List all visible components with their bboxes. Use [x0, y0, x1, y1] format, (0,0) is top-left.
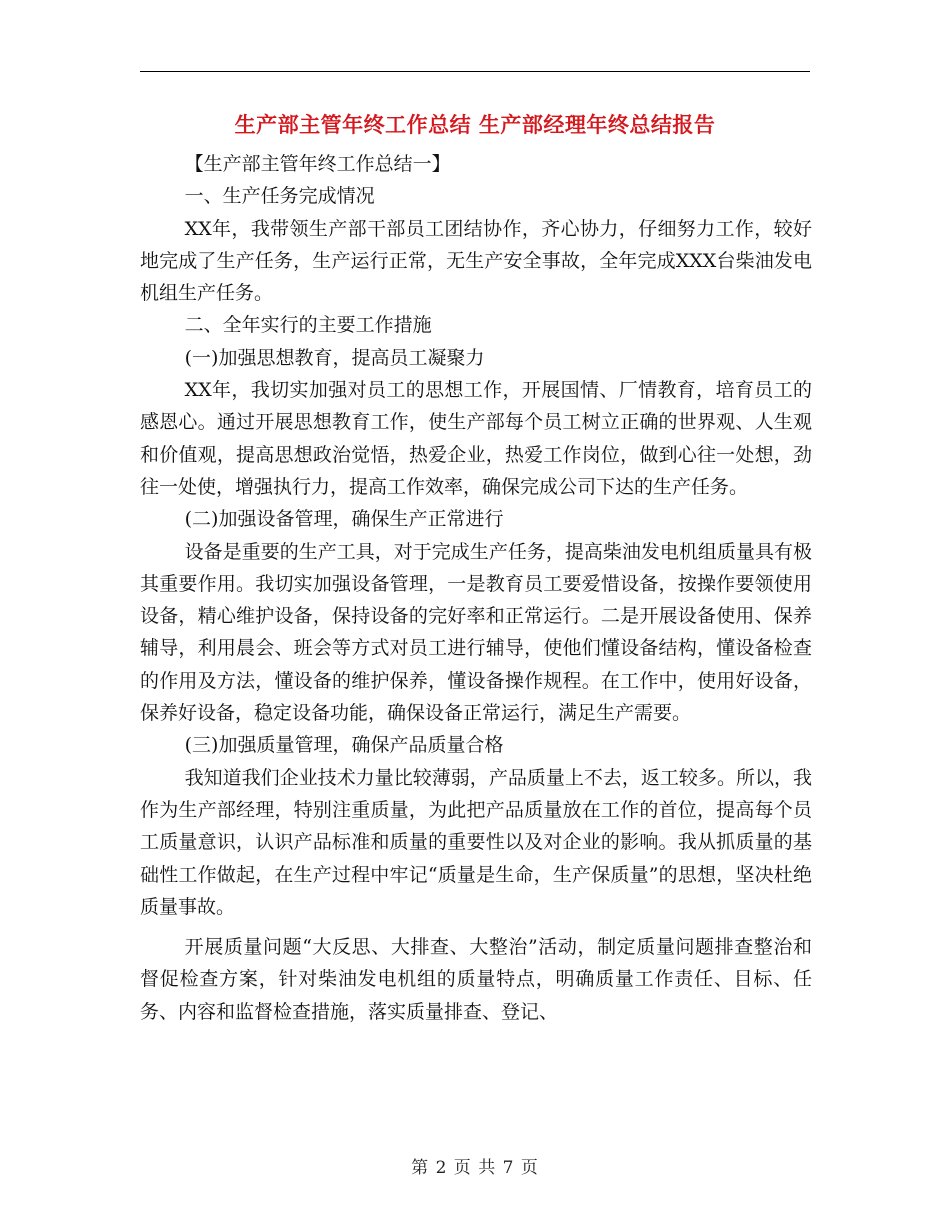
- document-body: [140, 148, 812, 1028]
- page-number: 第 2 页 共 7 页: [411, 1158, 539, 1178]
- subheading: (三)加强质量管理，确保产品质量合格: [184, 734, 504, 757]
- paragraph: 设备是重要的生产工具，对于完成生产任务，提高柴油发电机组质量具有极其重要作用。我切实加强设备管理，一是教育员工要爱惜设备，按操作要领使用设备，精心维护设备，保持设备的完好率和正常运行。二是开展设备使用、保养辅导，利用晨会、班会等方式对员工进行辅导，使他们懂设备结构，懂设备检查的作用及方法，懂设备的维护保养，懂设备操作规程。在工作中，使用好设备，保养好设备，稳定设备功能，确保设备正常运行，满足生产需要。: [140, 540, 812, 725]
- subheading: (一)加强思想教育，提高员工凝聚力: [184, 346, 485, 369]
- subheading: 一、生产任务完成情况: [184, 185, 375, 208]
- paragraph: 开展质量问题“大反思、大排查、大整治”活动，制定质量问题排查整治和督促检查方案，针对柴油发电机组的质量特点，明确质量工作责任、目标、任务、内容和监督检查措施，落实质量排查、登记、: [140, 936, 812, 1023]
- paragraph: XX年，我切实加强对员工的思想工作，开展国情、厂情教育，培育员工的感恩心。通过开展思想教育工作，使生产部每个员工树立正确的世界观、人生观和价值观，提高思想政治觉悟，热爱企业，热爱工作岗位，做到心往一处想，劲往一处使，增强执行力，提高工作效率，确保完成公司下达的生产任务。: [140, 379, 812, 498]
- subheading: (二)加强设备管理，确保生产正常进行: [184, 508, 504, 531]
- document-title: 生产部主管年终工作总结 生产部经理年终总结报告: [234, 112, 716, 137]
- paragraph: 我知道我们企业技术力量比较薄弱，产品质量上不去，返工较多。所以，我作为生产部经理，特别注重质量，为此把产品质量放在工作的首位，提高每个员工质量意识，认识产品标准和质量的重要性以及对企业的影响。我从抓质量的基础性工作做起，在生产过程中牢记“质量是生命，生产保质量”的思想，坚决杜绝质量事故。: [140, 766, 812, 918]
- header-rule: [140, 71, 810, 72]
- subheading: 二、全年实行的主要工作措施: [184, 314, 432, 337]
- section-heading: 【生产部主管年终工作总结一】: [184, 153, 451, 175]
- paragraph: XX年，我带领生产部干部员工团结协作，齐心协力，仔细努力工作，较好地完成了生产任务，生产运行正常，无生产安全事故，全年完成XXX台柴油发电机组生产任务。: [140, 217, 812, 305]
